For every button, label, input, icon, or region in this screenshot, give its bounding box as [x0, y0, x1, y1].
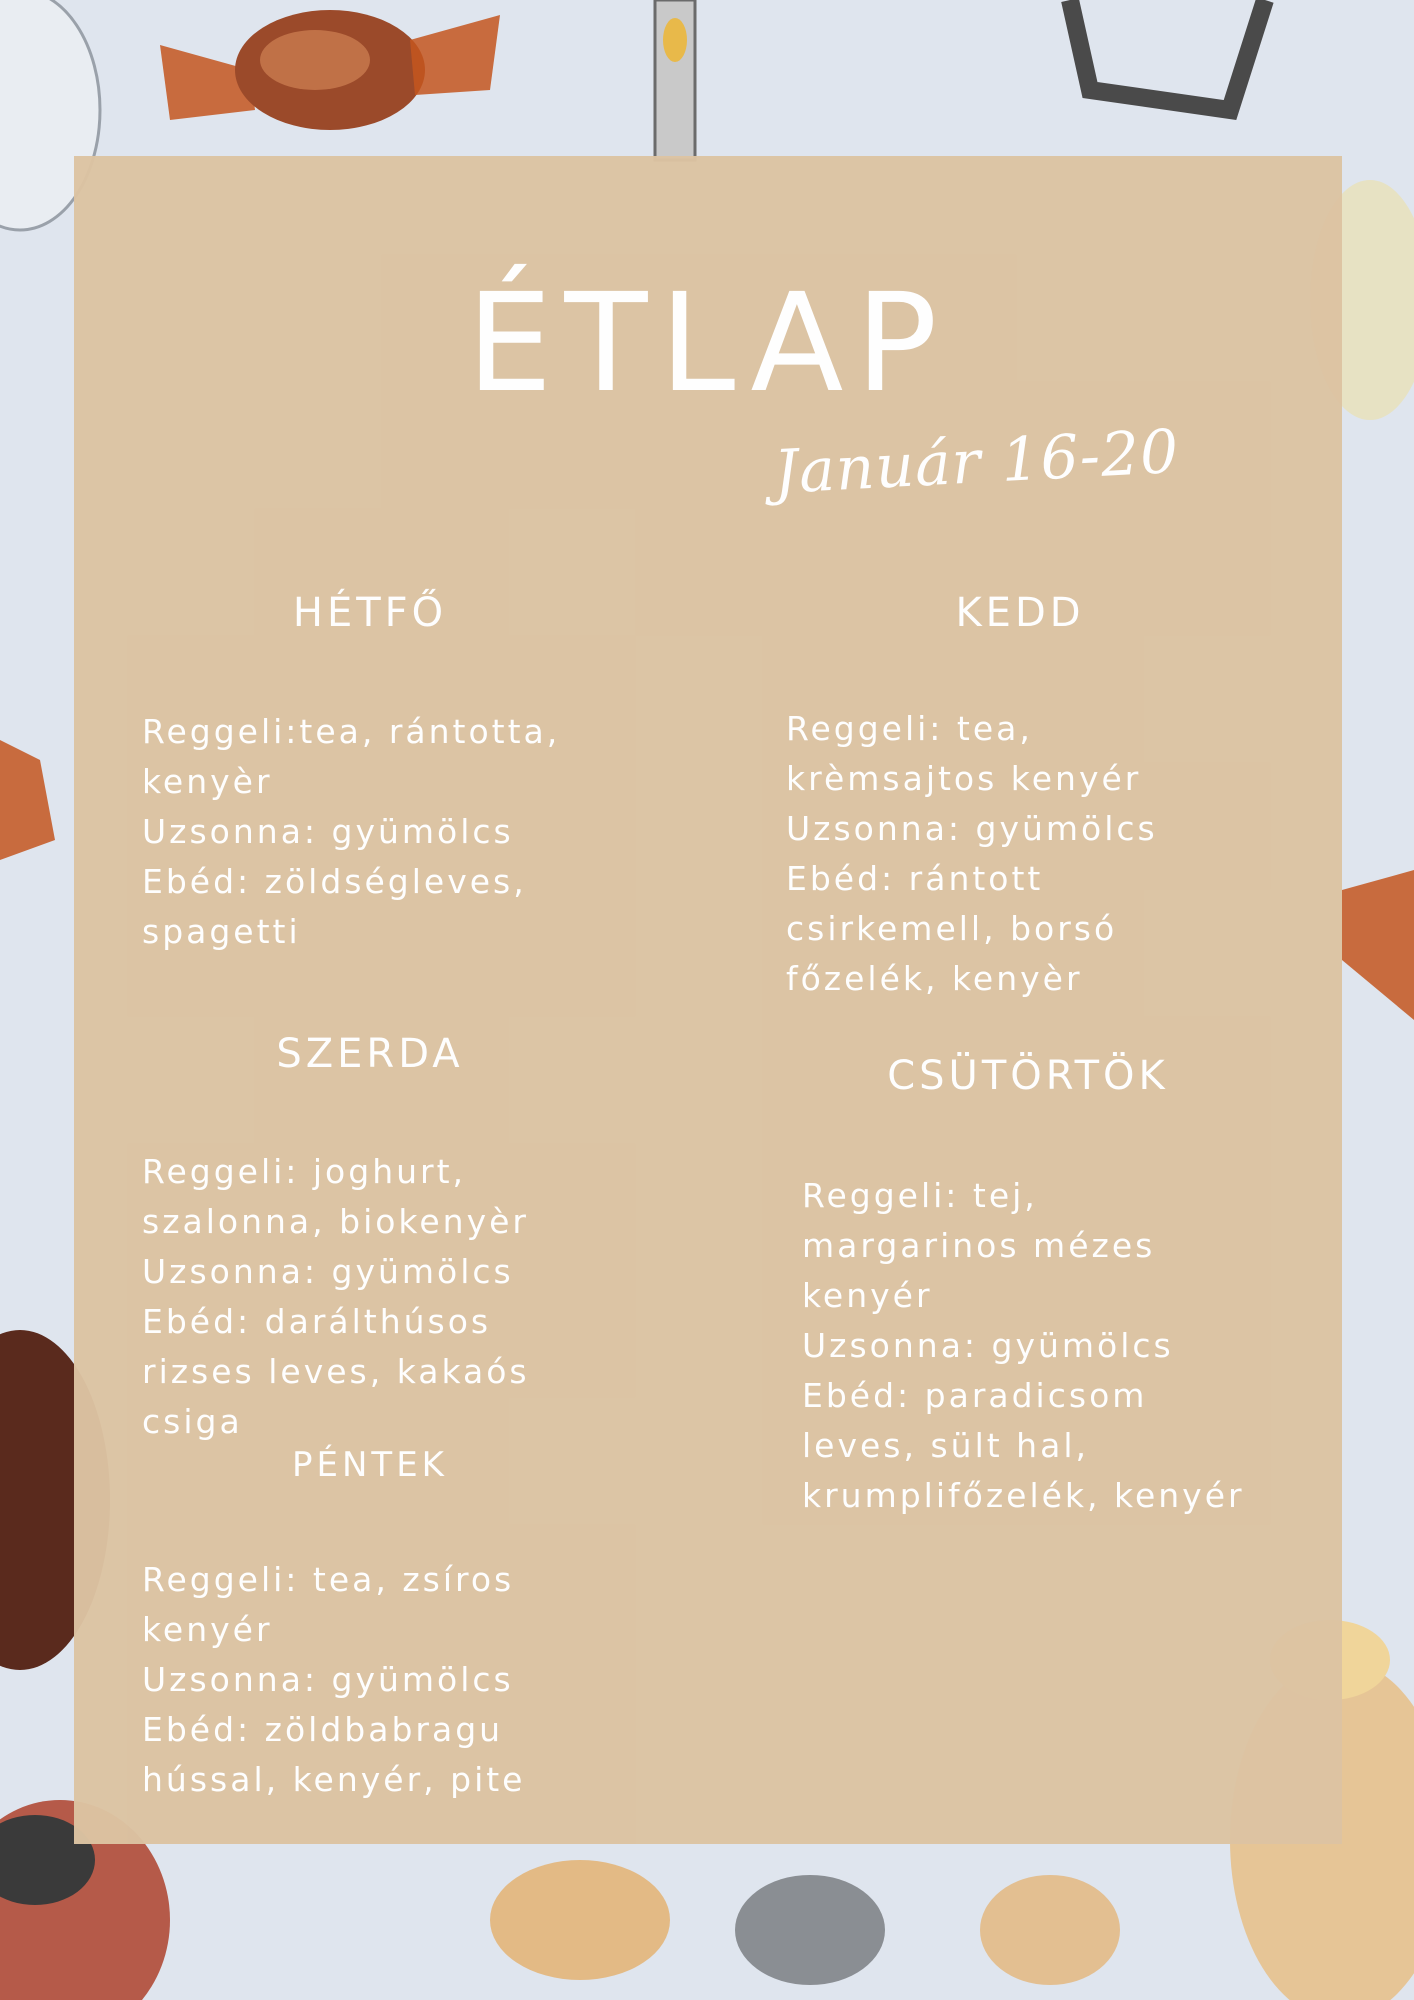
day-menu-monday	[142, 707, 662, 957]
menu-line: Ebéd: rántott	[786, 859, 1044, 898]
menu-line: főzelék, kenyèr	[786, 959, 1083, 998]
menu-line: kenyér	[802, 1276, 933, 1315]
menu-line: csiga	[142, 1402, 243, 1441]
menu-line: krumplifőzelék, kenyér	[802, 1476, 1245, 1515]
menu-line: Uzsonna: gyümölcs	[142, 1252, 514, 1291]
day-menu-wednesday	[142, 1147, 662, 1447]
menu-line: Reggeli: tea,	[786, 709, 1033, 748]
menu-line: krèmsajtos kenyér	[786, 759, 1142, 798]
day-heading-monday: HÉTFŐ	[292, 590, 448, 636]
day-heading-friday: PÉNTEK	[292, 1445, 448, 1485]
day-heading-tuesday: KEDD	[955, 590, 1085, 636]
menu-line: Ebéd: zöldbabragu	[142, 1710, 504, 1749]
menu-line: Ebéd: paradicsom	[802, 1376, 1148, 1415]
menu-line: rizses leves, kakaós	[142, 1352, 530, 1391]
day-heading-thursday: CSÜTÖRTÖK	[887, 1053, 1169, 1099]
spoon-illustration	[735, 1875, 885, 1985]
menu-line: kenyèr	[142, 762, 273, 801]
day-menu-thursday	[802, 1171, 1322, 1521]
menu-line: szalonna, biokenyèr	[142, 1202, 529, 1241]
menu-line: Uzsonna: gyümölcs	[802, 1326, 1174, 1365]
menu-line: Reggeli: joghurt,	[142, 1152, 467, 1191]
menu-line: leves, sült hal,	[802, 1426, 1089, 1465]
menu-line: margarinos mézes	[802, 1226, 1156, 1265]
menu-line: Reggeli: tea, zsíros	[142, 1560, 515, 1599]
menu-line: Ebéd: zöldségleves,	[142, 862, 527, 901]
menu-line: Uzsonna: gyümölcs	[142, 1660, 514, 1699]
menu-card	[74, 156, 1342, 1844]
cookie-illustration	[490, 1860, 670, 1980]
menu-line: csirkemell, borsó	[786, 909, 1118, 948]
menu-line: Uzsonna: gyümölcs	[142, 812, 514, 851]
menu-line: kenyér	[142, 1610, 273, 1649]
day-menu-friday	[142, 1555, 662, 1805]
menu-line: Uzsonna: gyümölcs	[786, 809, 1158, 848]
menu-line: Reggeli: tej,	[802, 1176, 1038, 1215]
menu-line: spagetti	[142, 912, 301, 951]
date-range: Január 16-20	[772, 416, 1181, 508]
menu-line: Reggeli:tea, rántotta,	[142, 712, 561, 751]
menu-line: Ebéd: darálthúsos	[142, 1302, 492, 1341]
menu-title: ÉTLAP	[466, 265, 950, 423]
menu-line: hússal, kenyér, pite	[142, 1760, 526, 1799]
day-heading-wednesday: SZERDA	[276, 1031, 464, 1077]
day-menu-tuesday	[786, 704, 1306, 1004]
